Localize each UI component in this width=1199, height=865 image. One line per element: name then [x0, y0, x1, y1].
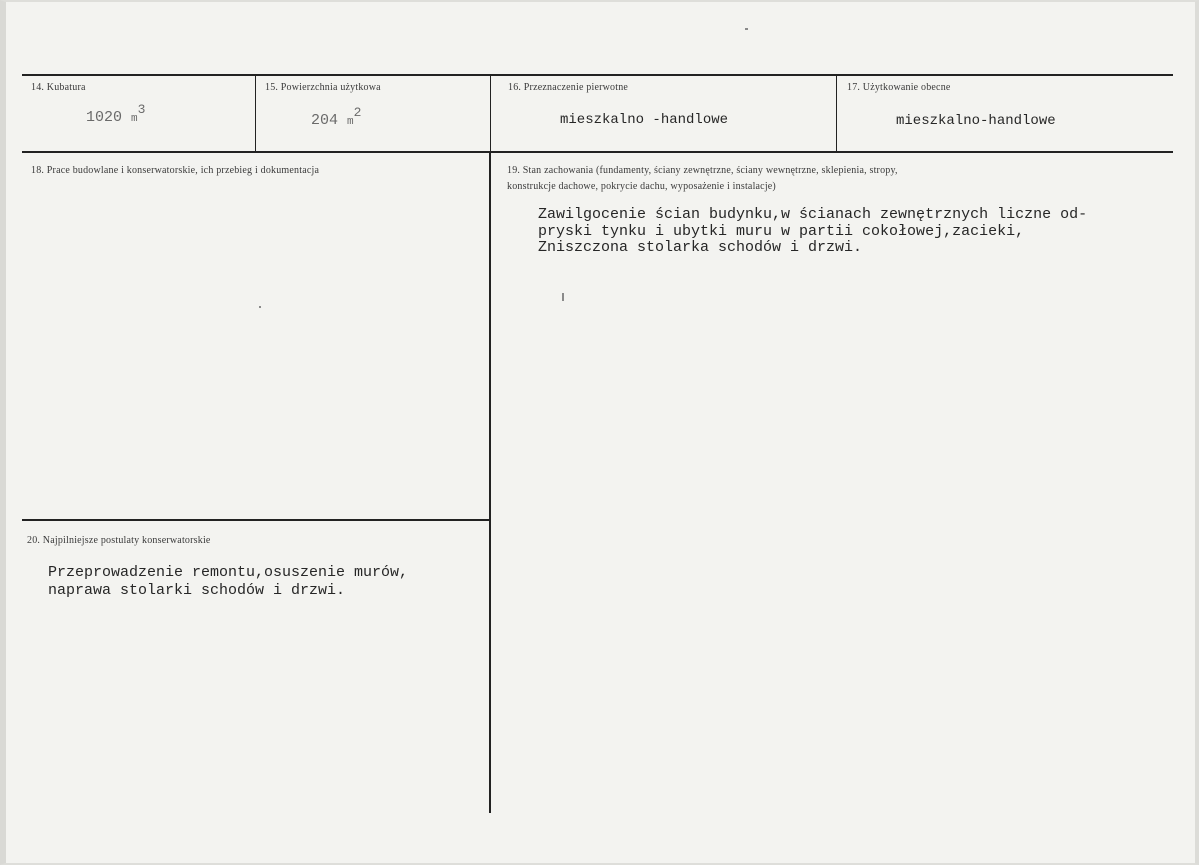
- divider-15-16: [490, 74, 491, 152]
- field-19-text-line1: Zawilgocenie ścian budynku,w ścianach zewnętrznych liczne od-: [538, 206, 1088, 223]
- section18-bottom-rule: [22, 519, 489, 521]
- field-15-value: [311, 105, 362, 130]
- volume-number: 1020: [86, 109, 123, 126]
- field-15-label: 15. Powierzchnia użytkowa: [265, 82, 381, 93]
- field-14-value: [86, 102, 146, 127]
- scan-speck: [259, 306, 261, 308]
- field-14-label: 14. Kubatura: [31, 82, 86, 93]
- field-19-label-line2: konstrukcje dachowe, pokrycie dachu, wyposażenie i instalacje): [507, 181, 776, 192]
- field-16-label: 16. Przeznaczenie pierwotne: [508, 82, 629, 93]
- volume-exponent: 3: [137, 102, 146, 117]
- field-19-text-line3: Zniszczona stolarka schodów i drzwi.: [538, 239, 863, 256]
- field-16-value: mieszkalno -handlowe: [560, 112, 729, 128]
- field-19-text-line2: pryski tynku i ubytki muru w partii cokołowej,zacieki,: [538, 223, 1025, 240]
- field-20-text-line1: Przeprowadzenie remontu,osuszenie murów,: [48, 564, 409, 581]
- field-18-label: 18. Prace budowlane i konserwatorskie, ich przebieg i dokumentacja: [31, 165, 320, 176]
- divider-16-17: [836, 74, 837, 152]
- field-17-label: 17. Użytkowanie obecne: [847, 82, 951, 93]
- area-exponent: 2: [353, 105, 362, 120]
- scan-speck: [745, 28, 748, 30]
- divider-14-15: [255, 74, 256, 152]
- top-rule: [22, 74, 1173, 76]
- field-17-value: mieszkalno-handlowe: [896, 113, 1056, 129]
- scan-speck: [562, 293, 564, 301]
- field-19-label-line1: 19. Stan zachowania (fundamenty, ściany zewnętrzne, ściany wewnętrzne, sklepienia, stropy,: [507, 165, 898, 176]
- area-unit: m: [347, 116, 354, 128]
- row1-bottom-rule: [22, 151, 1173, 153]
- volume-unit: m: [131, 113, 138, 125]
- main-column-divider: [489, 152, 491, 813]
- area-number: 204: [311, 112, 339, 129]
- field-20-label: 20. Najpilniejsze postulaty konserwatorskie: [27, 535, 211, 546]
- field-20-text-line2: naprawa stolarki schodów i drzwi.: [48, 582, 346, 599]
